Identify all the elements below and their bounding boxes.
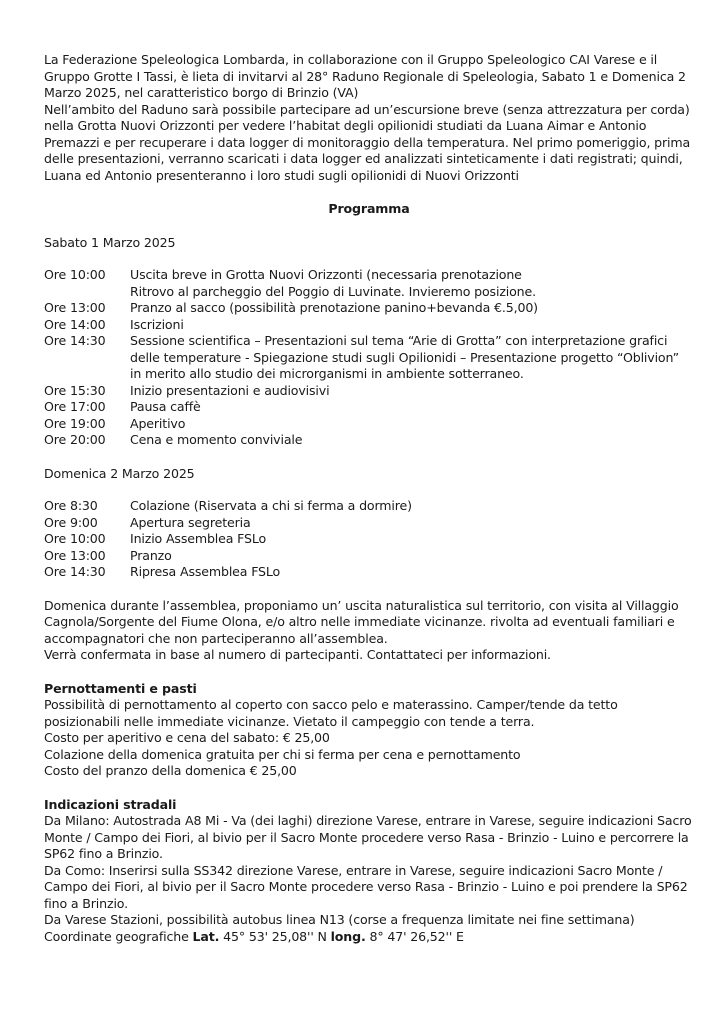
latitude-value: 45° 53' 25,08'' N [219,928,331,944]
directions-como: Da Como: Inserirsi sulla SS342 direzione Varese, entrare in Varese, seguire indicazioni Sacro Monte / Campo dei Fiori, al bivio per il Sacro Monte procedere verso Rasa - Brinzio - Luino e poi prendere la SP62 fino a Brinzio. [44,862,688,911]
schedule-desc: Pausa caffè [130,399,201,414]
lodging-line: Costo per aperitivo e cena del sabato: € 25,00 [44,730,330,745]
schedule-desc: Pranzo al sacco (possibilità prenotazione panino+bevanda €.5,00) [130,300,538,315]
saturday-heading: Sabato 1 Marzo 2025 [44,234,176,250]
lodging-line: Possibilità di pernottamento al coperto con sacco pelo e materassino. Camper/tende da tetto posizionabili nelle immediate vicinanze. Vietato il campeggio con tende a terra. [44,697,618,729]
schedule-time: Ore 10:00 [44,531,106,546]
sunday-heading: Domenica 2 Marzo 2025 [44,465,195,481]
directions-milano: Da Milano: Autostrada A8 Mi - Va (dei laghi) direzione Varese, entrare in Varese, seguire indicazioni Sacro Monte / Campo dei Fiori, al bivio per il Sacro Monte procedere verso Rasa - Brinzio - Luino e percorrere la SP62 fino a Brinzio. [44,813,692,861]
sunday-confirmation-note: Verrà confermata in base al numero di partecipanti. Contattateci per informazioni. [44,647,551,662]
schedule-time: Ore 14:30 [44,333,106,348]
coordinates [44,929,694,946]
sunday-excursion-note: Domenica durante l’assemblea, proponiamo un’ uscita naturalistica sul territorio, con visita al Villaggio Cagnola/Sorgente del Fiume Olona, e/o altro nelle immediate vicinanze. rivolta ad eventuali familiari e accompagnatori che non parteciperanno all’assemblea. [44,597,679,646]
schedule-desc [130,267,694,300]
schedule-row [44,564,694,581]
coordinates-prefix: Coordinate geografiche [44,928,193,944]
schedule-time: Ore 13:00 [44,547,106,563]
schedule-row [44,333,694,383]
intro-paragraph-1: La Federazione Speleologica Lombarda, in collaborazione con il Gruppo Speleologico CAI Varese e il Gruppo Grotte I Tassi, è lieta di invitarvi al 28° Raduno Regionale di Speleologia, Sabato 1 e Domenica 2 Marzo 2025, nel caratteristico borgo di Brinzio (VA) [44,52,686,100]
schedule-row [44,515,694,532]
schedule-desc: Inizio presentazioni e audiovisivi [130,382,330,398]
schedule-time: Ore 9:00 [44,514,98,530]
longitude-value: 8° 47' 26,52'' E [365,928,464,944]
saturday-schedule [44,267,694,449]
schedule-time: Ore 17:00 [44,399,106,414]
schedule-row [44,300,694,317]
schedule-time: Ore 19:00 [44,415,106,431]
schedule-desc: Iscrizioni [130,316,184,332]
schedule-desc: Sessione scientifica – Presentazioni sul tema “Arie di Grotta” con interpretazione grafici delle temperature - Spiegazione studi sugli Opilionidi – Presentazione progetto “Oblivion” in merito allo studio dei microrganismi in ambiente sotterraneo. [130,333,679,381]
schedule-row [44,267,694,300]
schedule-row [44,399,694,416]
schedule-row [44,317,694,334]
schedule-time: Ore 13:00 [44,300,106,315]
lodging-heading: Pernottamenti e pasti [44,680,197,696]
schedule-row [44,432,694,449]
schedule-desc: Cena e momento conviviale [130,432,303,447]
schedule-row [44,548,694,565]
sunday-schedule [44,498,694,581]
schedule-desc: Inizio Assemblea FSLo [130,531,267,546]
lodging-line: Colazione della domenica gratuita per chi si ferma per cena e pernottamento [44,746,521,762]
schedule-time: Ore 15:30 [44,382,106,398]
schedule-time: Ore 10:00 [44,267,106,282]
schedule-row [44,383,694,400]
schedule-time: Ore 14:00 [44,316,106,332]
schedule-row [44,531,694,548]
program-title: Programma [328,201,410,216]
schedule-desc: Pranzo [130,547,172,563]
longitude-label: long. [330,928,366,944]
schedule-desc: Colazione (Riservata a chi si ferma a dormire) [130,498,412,513]
schedule-desc: Apertura segreteria [130,514,251,530]
schedule-desc-line: Ritrovo al parcheggio del Poggio di Luvinate. Invieremo posizione. [130,283,536,299]
schedule-time: Ore 20:00 [44,432,106,447]
latitude-label: Lat. [192,928,220,944]
schedule-desc-line: Uscita breve in Grotta Nuovi Orizzonti (necessaria prenotazione [130,267,522,282]
intro-paragraph-2: Nell’ambito del Raduno sarà possibile partecipare ad un’escursione breve (senza attrezzatura per corda) nella Grotta Nuovi Orizzonti per vedere l’habitat degli opilionidi studiati da Luana Aimar e Antonio Premazzi e per recuperare i data logger di monitoraggio della temperatura. Nel primo pomeriggio, prima delle presentazioni, verranno scaricati i data logger ed analizzati sinteticamente i dati registrati; quindi, Luana ed Antonio presenteranno i loro studi sugli opilionidi di Nuovi Orizzonti [44,101,691,183]
schedule-row [44,498,694,515]
lodging-line: Costo del pranzo della domenica € 25,00 [44,763,297,778]
schedule-row [44,416,694,433]
schedule-time: Ore 14:30 [44,564,106,579]
directions-varese: Da Varese Stazioni, possibilità autobus linea N13 (corse a frequenza limitate nei fine settimana) [44,912,635,927]
schedule-desc: Ripresa Assemblea FSLo [130,564,281,579]
schedule-desc: Aperitivo [130,415,186,431]
directions-heading: Indicazioni stradali [44,796,177,812]
schedule-time: Ore 8:30 [44,498,98,513]
